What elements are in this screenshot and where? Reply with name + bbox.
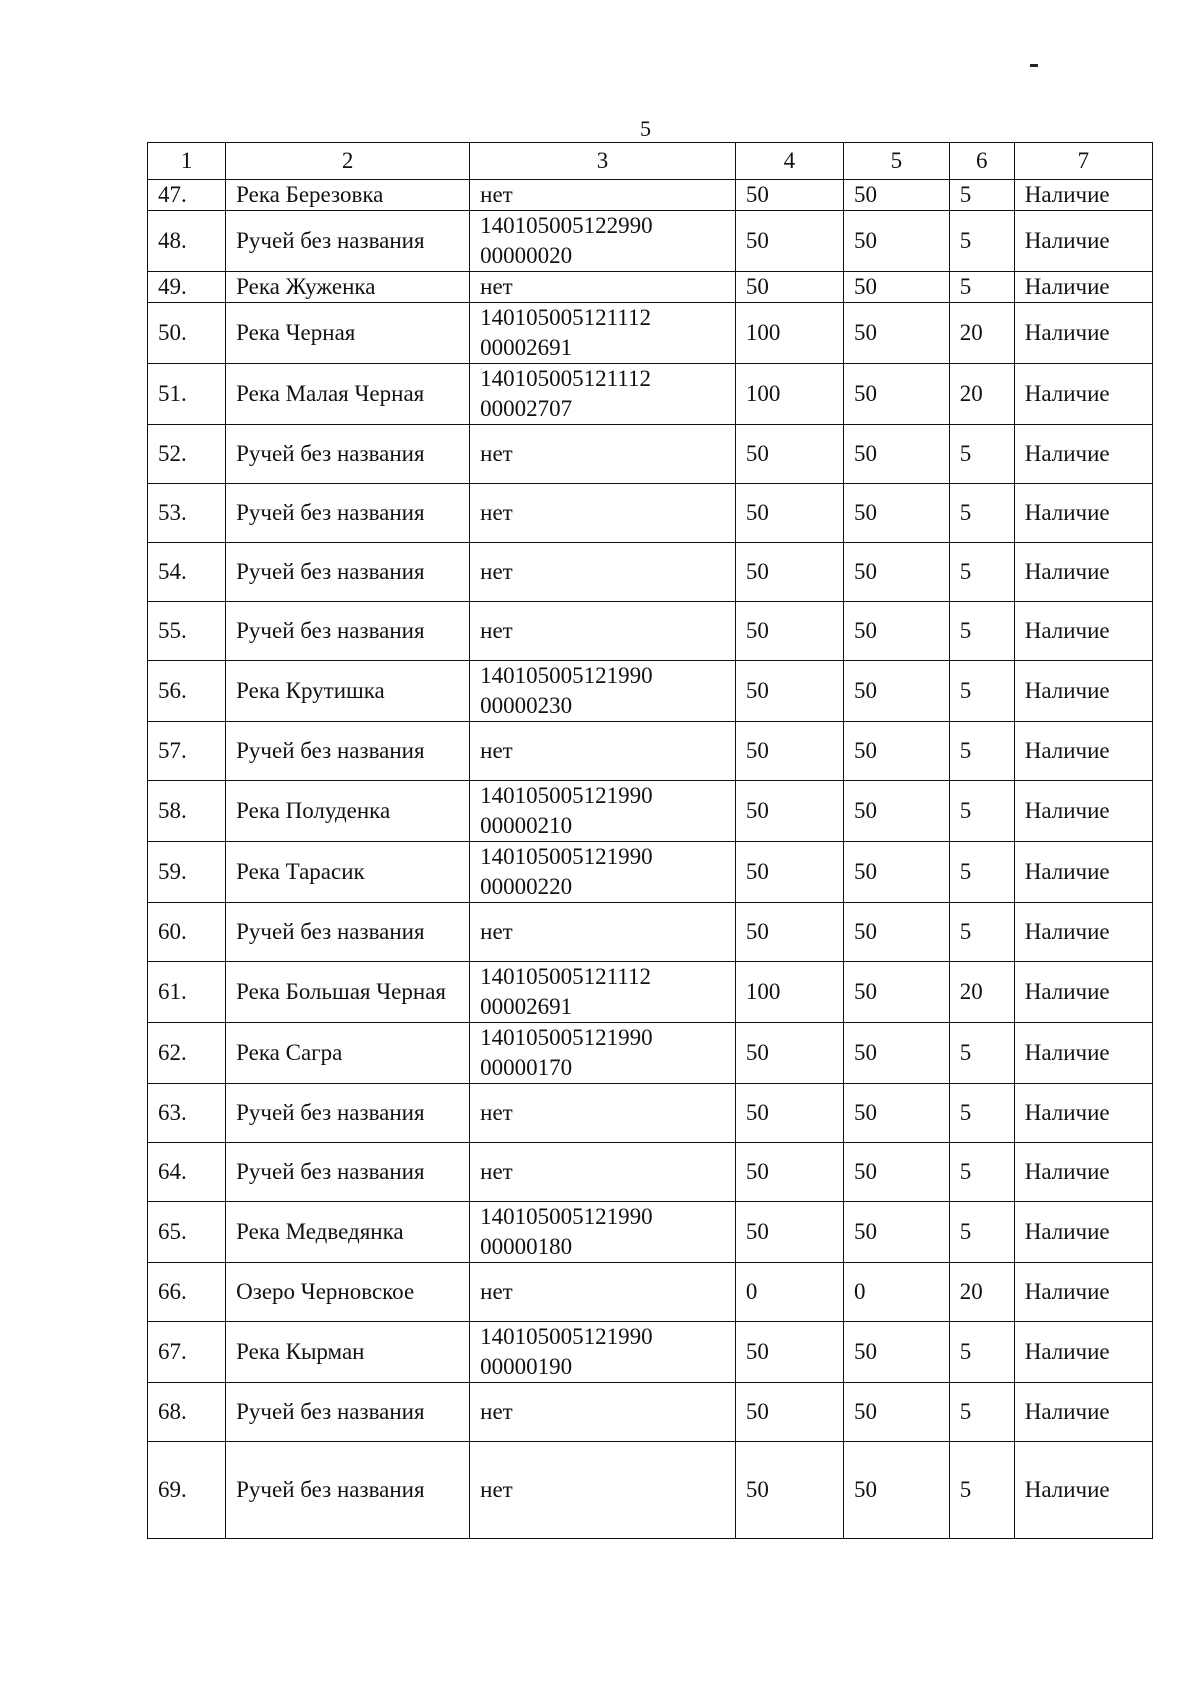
row-number-cell: 57. [148, 722, 226, 781]
row-number-cell: 52. [148, 425, 226, 484]
registry-code-cell: 140105005121990 00000210 [470, 781, 736, 842]
column-6-cell: 5 [949, 903, 1014, 962]
status-cell: Наличие [1014, 842, 1152, 903]
water-body-name-cell: Река Крутишка [226, 661, 470, 722]
water-body-name-cell: Река Медведянка [226, 1202, 470, 1263]
column-6-cell: 5 [949, 1322, 1014, 1383]
column-4-cell: 0 [735, 1263, 843, 1322]
column-6-cell: 5 [949, 272, 1014, 303]
column-6-cell: 5 [949, 180, 1014, 211]
column-5-cell: 50 [844, 722, 950, 781]
column-5-cell: 50 [844, 364, 950, 425]
table-row [148, 1023, 1153, 1084]
status-cell: Наличие [1014, 1442, 1152, 1539]
registry-code-cell: нет [470, 1383, 736, 1442]
column-4-cell: 50 [735, 425, 843, 484]
row-number-cell: 51. [148, 364, 226, 425]
table-row [148, 903, 1153, 962]
status-cell: Наличие [1014, 364, 1152, 425]
column-5-cell: 50 [844, 272, 950, 303]
column-5-cell: 50 [844, 1383, 950, 1442]
column-5-cell: 50 [844, 543, 950, 602]
table-row [148, 1383, 1153, 1442]
registry-code-cell: нет [470, 180, 736, 211]
column-6-cell: 5 [949, 722, 1014, 781]
row-number-cell: 50. [148, 303, 226, 364]
registry-code-cell: нет [470, 1143, 736, 1202]
status-cell: Наличие [1014, 484, 1152, 543]
table-row [148, 1322, 1153, 1383]
registry-code-cell: нет [470, 602, 736, 661]
column-4-cell: 50 [735, 484, 843, 543]
row-number-cell: 53. [148, 484, 226, 543]
table-row [148, 842, 1153, 903]
registry-code-cell: нет [470, 272, 736, 303]
column-5-cell: 50 [844, 1143, 950, 1202]
row-number-cell: 49. [148, 272, 226, 303]
column-5-cell: 50 [844, 1202, 950, 1263]
registry-code-cell: нет [470, 903, 736, 962]
table-row [148, 211, 1153, 272]
row-number-cell: 58. [148, 781, 226, 842]
registry-code-cell: 140105005121112 00002691 [470, 962, 736, 1023]
column-4-cell: 50 [735, 722, 843, 781]
water-body-name-cell: Река Малая Черная [226, 364, 470, 425]
status-cell: Наличие [1014, 661, 1152, 722]
water-body-name-cell: Ручей без названия [226, 211, 470, 272]
column-6-cell: 5 [949, 1084, 1014, 1143]
status-cell: Наличие [1014, 1263, 1152, 1322]
column-4-cell: 50 [735, 1143, 843, 1202]
table-row [148, 602, 1153, 661]
scan-speck [1030, 64, 1038, 67]
water-body-name-cell: Ручей без названия [226, 425, 470, 484]
registry-code-cell: нет [470, 1084, 736, 1143]
row-number-cell: 56. [148, 661, 226, 722]
column-6-cell: 5 [949, 661, 1014, 722]
column-5-cell: 50 [844, 1442, 950, 1539]
water-body-name-cell: Ручей без названия [226, 722, 470, 781]
status-cell: Наличие [1014, 962, 1152, 1023]
table-row [148, 1143, 1153, 1202]
water-body-name-cell: Ручей без названия [226, 1383, 470, 1442]
row-number-cell: 60. [148, 903, 226, 962]
column-4-cell: 50 [735, 1084, 843, 1143]
water-body-name-cell: Ручей без названия [226, 903, 470, 962]
row-number-cell: 59. [148, 842, 226, 903]
column-5-cell: 50 [844, 602, 950, 661]
column-5-cell: 50 [844, 425, 950, 484]
status-cell: Наличие [1014, 1383, 1152, 1442]
registry-code-cell: 140105005121990 00000170 [470, 1023, 736, 1084]
water-body-name-cell: Река Тарасик [226, 842, 470, 903]
water-bodies-table [147, 142, 1153, 1539]
registry-code-cell: 140105005121112 00002707 [470, 364, 736, 425]
row-number-cell: 68. [148, 1383, 226, 1442]
column-5-cell: 50 [844, 211, 950, 272]
water-body-name-cell: Ручей без названия [226, 1143, 470, 1202]
column-4-cell: 50 [735, 842, 843, 903]
column-5-cell: 50 [844, 781, 950, 842]
row-number-cell: 67. [148, 1322, 226, 1383]
registry-code-cell: 140105005121990 00000230 [470, 661, 736, 722]
water-body-name-cell: Река Кырман [226, 1322, 470, 1383]
column-number-header: 2 [226, 143, 470, 180]
registry-code-cell: нет [470, 1442, 736, 1539]
table-row [148, 303, 1153, 364]
registry-code-cell: нет [470, 722, 736, 781]
table-row [148, 364, 1153, 425]
column-5-cell: 50 [844, 1084, 950, 1143]
column-number-header: 7 [1014, 143, 1152, 180]
column-6-cell: 5 [949, 781, 1014, 842]
status-cell: Наличие [1014, 781, 1152, 842]
column-6-cell: 5 [949, 602, 1014, 661]
column-4-cell: 50 [735, 1383, 843, 1442]
column-6-cell: 20 [949, 364, 1014, 425]
registry-code-cell: 140105005122990 00000020 [470, 211, 736, 272]
table-row [148, 272, 1153, 303]
registry-code-cell: нет [470, 1263, 736, 1322]
water-body-name-cell: Река Сагра [226, 1023, 470, 1084]
column-4-cell: 50 [735, 781, 843, 842]
column-4-cell: 50 [735, 1023, 843, 1084]
table-row [148, 1084, 1153, 1143]
row-number-cell: 61. [148, 962, 226, 1023]
column-6-cell: 5 [949, 1383, 1014, 1442]
column-5-cell: 50 [844, 903, 950, 962]
column-number-header: 5 [844, 143, 950, 180]
status-cell: Наличие [1014, 903, 1152, 962]
column-5-cell: 50 [844, 1023, 950, 1084]
status-cell: Наличие [1014, 602, 1152, 661]
status-cell: Наличие [1014, 180, 1152, 211]
status-cell: Наличие [1014, 1202, 1152, 1263]
row-number-cell: 66. [148, 1263, 226, 1322]
column-5-cell: 50 [844, 303, 950, 364]
water-body-name-cell: Река Большая Черная [226, 962, 470, 1023]
status-cell: Наличие [1014, 1023, 1152, 1084]
column-6-cell: 5 [949, 1143, 1014, 1202]
water-body-name-cell: Река Черная [226, 303, 470, 364]
column-4-cell: 50 [735, 602, 843, 661]
column-4-cell: 50 [735, 1202, 843, 1263]
row-number-cell: 54. [148, 543, 226, 602]
registry-code-cell: 140105005121990 00000180 [470, 1202, 736, 1263]
water-body-name-cell: Ручей без названия [226, 1084, 470, 1143]
status-cell: Наличие [1014, 272, 1152, 303]
row-number-cell: 69. [148, 1442, 226, 1539]
row-number-cell: 65. [148, 1202, 226, 1263]
column-5-cell: 0 [844, 1263, 950, 1322]
column-number-header: 4 [735, 143, 843, 180]
status-cell: Наличие [1014, 1322, 1152, 1383]
column-number-header: 3 [470, 143, 736, 180]
status-cell: Наличие [1014, 1084, 1152, 1143]
table-row [148, 722, 1153, 781]
registry-code-cell: нет [470, 484, 736, 543]
column-6-cell: 5 [949, 543, 1014, 602]
column-6-cell: 20 [949, 303, 1014, 364]
column-6-cell: 5 [949, 842, 1014, 903]
column-4-cell: 100 [735, 364, 843, 425]
column-4-cell: 50 [735, 1442, 843, 1539]
water-body-name-cell: Река Полуденка [226, 781, 470, 842]
row-number-cell: 48. [148, 211, 226, 272]
status-cell: Наличие [1014, 722, 1152, 781]
water-body-name-cell: Ручей без названия [226, 1442, 470, 1539]
column-6-cell: 20 [949, 1263, 1014, 1322]
column-5-cell: 50 [844, 962, 950, 1023]
table-row [148, 1202, 1153, 1263]
column-4-cell: 100 [735, 962, 843, 1023]
column-4-cell: 50 [735, 180, 843, 211]
water-body-name-cell: Река Березовка [226, 180, 470, 211]
row-number-cell: 64. [148, 1143, 226, 1202]
table-row [148, 425, 1153, 484]
status-cell: Наличие [1014, 303, 1152, 364]
table-row [148, 180, 1153, 211]
column-5-cell: 50 [844, 1322, 950, 1383]
registry-code-cell: нет [470, 543, 736, 602]
row-number-cell: 62. [148, 1023, 226, 1084]
column-number-header: 1 [148, 143, 226, 180]
column-6-cell: 5 [949, 211, 1014, 272]
registry-code-cell: нет [470, 425, 736, 484]
table-row [148, 1442, 1153, 1539]
column-5-cell: 50 [844, 661, 950, 722]
column-4-cell: 50 [735, 1322, 843, 1383]
status-cell: Наличие [1014, 1143, 1152, 1202]
column-6-cell: 5 [949, 484, 1014, 543]
column-4-cell: 50 [735, 543, 843, 602]
column-4-cell: 50 [735, 272, 843, 303]
water-body-name-cell: Ручей без названия [226, 543, 470, 602]
row-number-cell: 47. [148, 180, 226, 211]
table-row [148, 543, 1153, 602]
status-cell: Наличие [1014, 211, 1152, 272]
column-4-cell: 50 [735, 211, 843, 272]
table-row [148, 661, 1153, 722]
column-5-cell: 50 [844, 484, 950, 543]
page-number: 5 [640, 116, 651, 141]
water-body-name-cell: Ручей без названия [226, 484, 470, 543]
registry-code-cell: 140105005121112 00002691 [470, 303, 736, 364]
registry-code-cell: 140105005121990 00000220 [470, 842, 736, 903]
status-cell: Наличие [1014, 425, 1152, 484]
row-number-cell: 55. [148, 602, 226, 661]
column-5-cell: 50 [844, 180, 950, 211]
registry-code-cell: 140105005121990 00000190 [470, 1322, 736, 1383]
water-body-name-cell: Река Жуженка [226, 272, 470, 303]
column-number-header: 6 [949, 143, 1014, 180]
column-6-cell: 20 [949, 962, 1014, 1023]
row-number-cell: 63. [148, 1084, 226, 1143]
table-body [148, 180, 1153, 1539]
column-4-cell: 50 [735, 661, 843, 722]
column-6-cell: 5 [949, 1023, 1014, 1084]
table-row [148, 962, 1153, 1023]
column-6-cell: 5 [949, 425, 1014, 484]
column-5-cell: 50 [844, 842, 950, 903]
water-body-name-cell: Озеро Черновское [226, 1263, 470, 1322]
column-6-cell: 5 [949, 1442, 1014, 1539]
status-cell: Наличие [1014, 543, 1152, 602]
column-6-cell: 5 [949, 1202, 1014, 1263]
table-row [148, 484, 1153, 543]
table-row [148, 1263, 1153, 1322]
column-4-cell: 100 [735, 303, 843, 364]
column-number-header-row [148, 143, 1153, 180]
column-4-cell: 50 [735, 903, 843, 962]
water-body-name-cell: Ручей без названия [226, 602, 470, 661]
table-row [148, 781, 1153, 842]
